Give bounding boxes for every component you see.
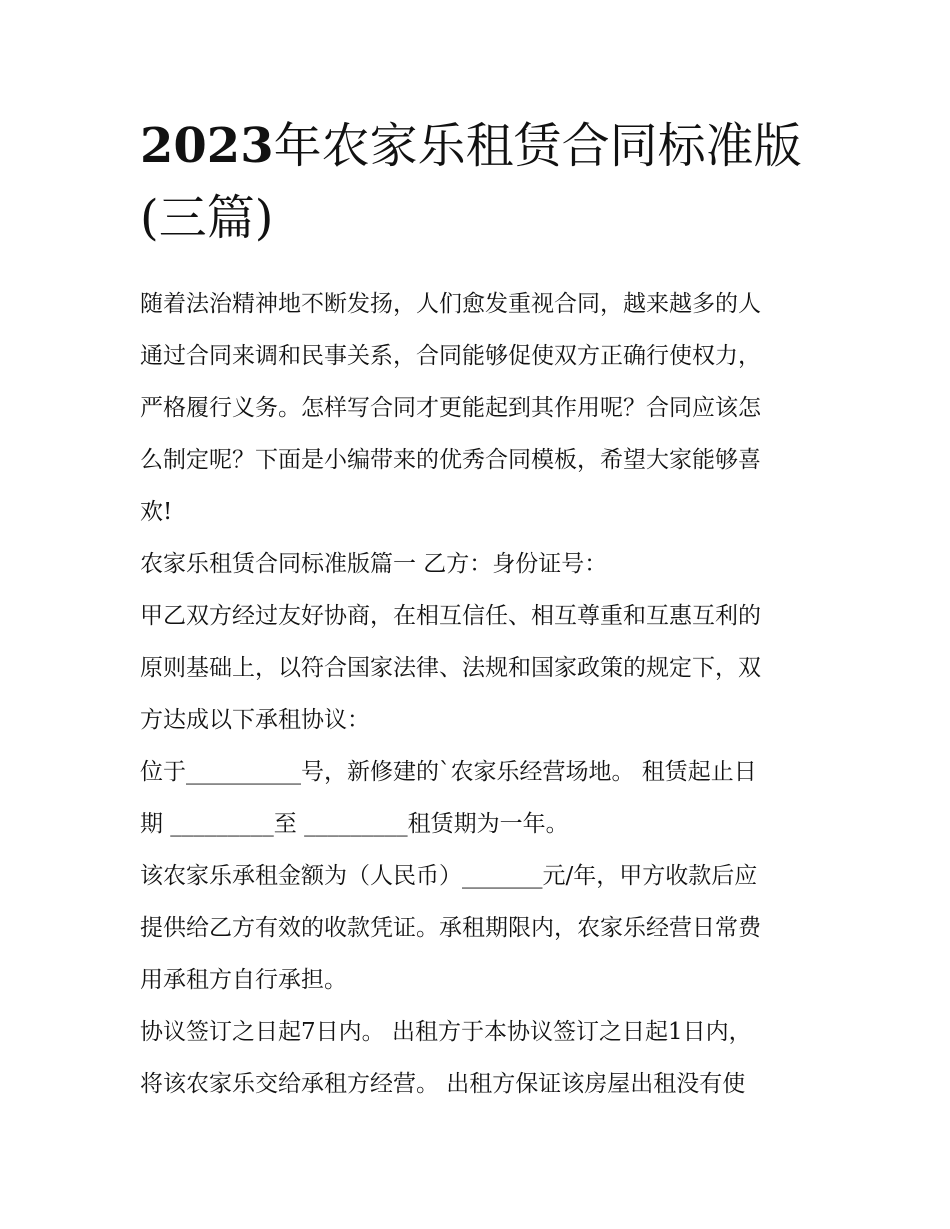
body-line: 协议签订之日起7日内。 出租方于本协议签订之日起1日内， <box>140 1019 752 1045</box>
document-title <box>140 110 830 254</box>
title-text: 年农家乐租赁合同标准版 <box>273 118 802 174</box>
body-line: 严格履行义务。怎样写合同才更能起到其作用呢？合同应该怎 <box>140 395 761 421</box>
body-line: 将该农家乐交给承租方经营。 出租方保证该房屋出租没有使 <box>140 1071 746 1097</box>
body-line: 通过合同来调和民事关系，合同能够促使双方正确行使权力， <box>140 343 761 369</box>
body-line: 位于__________号，新修建的`农家乐经营场地。 租赁起止日 <box>140 759 757 785</box>
title-year: 2023 <box>140 118 274 174</box>
body-line: 么制定呢？下面是小编带来的优秀合同模板，希望大家能够喜 <box>140 447 761 473</box>
document-body <box>140 278 820 1110</box>
body-line: 甲乙双方经过友好协商，在相互信任、相互尊重和互惠互利的 <box>140 603 761 629</box>
body-line: 该农家乐承租金额为（人民币）_______元/年，甲方收款后应 <box>140 863 758 889</box>
body-line: 欢! <box>140 499 173 525</box>
section-heading: 农家乐租赁合同标准版篇一 乙方：身份证号： <box>140 551 608 577</box>
body-line: 期 _________至 _________租赁期为一年。 <box>140 811 569 837</box>
body-line: 原则基础上，以符合国家法律、法规和国家政策的规定下，双 <box>140 655 761 681</box>
body-line: 随着法治精神地不断发扬，人们愈发重视合同，越来越多的人 <box>140 291 761 317</box>
body-line: 提供给乙方有效的收款凭证。承租期限内，农家乐经营日常费 <box>140 915 761 941</box>
title-subtitle: (三篇) <box>140 190 274 246</box>
body-line: 方达成以下承租协议： <box>140 707 370 733</box>
body-line: 用承租方自行承担。 <box>140 967 347 993</box>
